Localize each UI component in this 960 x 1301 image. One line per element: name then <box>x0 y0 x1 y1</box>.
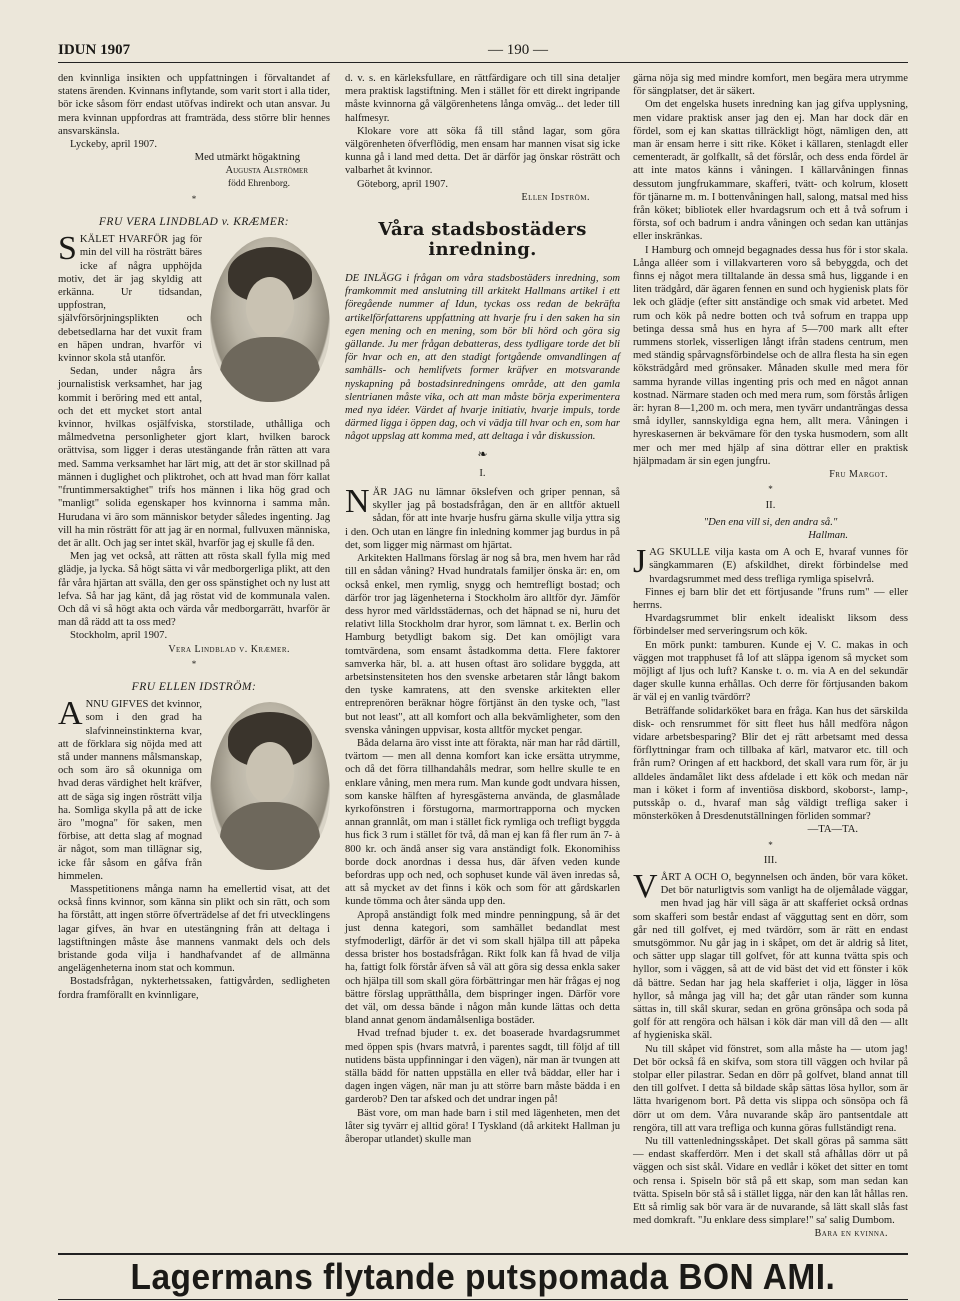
ornament: ❧ <box>477 446 488 461</box>
signature: Augusta Alströmer <box>225 165 308 177</box>
magazine-title: IDUN 1907 <box>58 42 131 58</box>
paragraph: Nu till vattenledningsskåpet. Det skall göras på samma sätt — endast skafferdörr. Men i det skall stå afhållas dörr ut på väggen och sist skål. Vidare en vedlår i köket det sitter en tomt och rensa i. Spiseln bör stå på ett skap, som man sedan kan tvätta. Spiseln bör stå så i stället ligga, när den kan låt hållas ren. Ett så rimlig sak bör vara är de nuvarande, så lätt skall slås fast med domkraft. "Ju enklare dess simplare!" sa' salig Dumbom. <box>633 1136 908 1227</box>
drop-cap: S <box>58 230 77 268</box>
paragraph: Finnes ej barn blir det ett förtjusande "fruns rum" — eller herrns. <box>633 586 908 611</box>
paragraph: d. v. s. en kärleksfullare, en rättfärdigare och till sina detaljer mera praktisk lagstiftning. Men i stället för ett direkt ingripande måste kvinnorna gå välgörenhetens långa omväg... det leder till halfmesyr. <box>345 73 620 124</box>
paragraph: Bostadsfrågan, nykterhetssaken, fattigvården, sedligheten fordra framförallt en kvinnligare, <box>58 976 330 1001</box>
paragraph: Hvad trefnad bjuder t. ex. det boaserade hvardagsrummet med öppen spis (hvars matvrå, i parentes sagdt, till följd af till nutidens bästa uppfinningar i den vägen), när man är tvungen att ställa bädd för natten uppställa en eller två bäddar, eller har i dagen ingen vägen, när man ju att större barn måste bädda i en garderob? Den tar afsked och det undrar ingen på! <box>345 1028 620 1106</box>
advertisement-text: Lagermans flytande putspomada BON AMI. <box>130 1256 836 1297</box>
paragraph: NNU GIFVES det kvinnor, som i den grad ha slafvinneinstinkterna kvar, att de förklara sig nöjda med att stå under mannens målsmanskap, och som äro så okunniga om hvad deras värdighet helt kräfver, att de säga sig ingen rösträtt vilja ha. Somliga skylla på att de icke äro "mogna" för saken, men förbise, att detta slag af mognad är något, som man tillägnar sig, icke får såsom en gåfva från himmelen. <box>58 699 202 882</box>
paragraph: Bäst vore, om man hade barn i stil med lägenheten, men det låter sig tyvärr ej alltid göra! I Tyskland (då arkitekt Hallman ju åberopar utlandet) skulle man <box>345 1107 620 1146</box>
paragraph: Arkitekten Hallmans förslag är nog så bra, men hvem har råd till en sådan våning? Hvad hundratals familjer önska är: en, om också enkel, men rymlig, snygg och hemtrefligt bostad; och därför tror jag lägenheterna i Stockholm äro alltför dyr. Jämför dess hyror med världsstädernas, och det häpnad se ni, huru det relativt lilla Stockholm drar hyror, som lämnat t. ex. Berlin och Hamburg betydligt bakom sig. Det kan omöjligt vara tomtvärdena, som ensamt åstadkomma detta. Flere faktorer samverka här, bl. a. att husen oftast äro solidare byggda, att arbetsinstensiteten hos den svenske arbetaren står långt bakom den tyske kamratens, att den svenske arkitekten eller entreprenören beräknar högre förtjänst än den tyske och, "last but not least", att all komfort och alla bekvämligheter, som den svenska våningen uppvisar, kosta alltför mycket pengar. <box>345 553 620 736</box>
paragraph: gärna nöja sig med mindre komfort, men begära mera utrymme för sängplatser, det är säkert. <box>633 73 908 98</box>
paragraph: Hvardagsrummet blir enkelt idealiskt liksom dess förbindelser med serveringsrum och kök. <box>633 613 908 638</box>
signature-sub: född Ehrenborg. <box>227 178 290 189</box>
signature: Ellen Idström. <box>521 191 590 203</box>
closing: Med utmärkt högaktning <box>194 152 300 164</box>
paragraph: KÄLET HVARFÖR jag för min del vill ha rösträtt bäres icke af några upphöjda motiv, det är jag skyldig att erkänna. Ur tidsandan, uppfostran, självförsörjningsplikten och debetsedlarna har det vuxit fram en häpen undran, hvarför vi kvinnor skola stå utanför. <box>58 234 202 365</box>
paragraph: Men jag vet också, att rätten att rösta skall fylla mig med glädje, ja lycka. Så högt sätta vi vår medborgerliga plikt, att den får våra hjärtan att svälla, den ger oss spänstighet och ny lust att lefva. Så har jag känt, då jag röstat vid de kommunala valen. Och då vi så högt akta och värda vår medborgarrätt, hvarför är man då rädd att ta oss med? <box>58 551 330 629</box>
dateline: Lyckeby, april 1907. <box>70 139 157 151</box>
section-rubric: FRU ELLEN IDSTRÖM: <box>131 680 257 693</box>
portrait-photo <box>210 237 330 402</box>
paragraph: Båda delarna äro visst inte att förakta, när man har råd därtill, tvärtom — men all denna komfort kan icke ersätta utrymme, och då det förra tillhandahåls medrar, som hellre skulle te en enklare våning, men mera rum. Man kunde godt undvara hissen, som kanske hälften af hyresgästerna använda, de glasmålade kyrkofönstren i förstugorna, marmortrapporna och mycken annan grannlåt, om man i stället fick rymliga och trefligt byggda hus fick 3 rum i stället för två, då man ej kan få fler rum än 7- à 800 kr. och ändå anser sig vara anständigt folk. Ekonomihiss borde dock anordnas i dessa hus, där äfven veden kunde befordras upp och ned, och sophuset kunde väl även inredas så, att så mycket av det finns i kök och som för att gårdskarlen kunde tömma och åter sända upp den. <box>345 737 620 908</box>
drop-cap: A <box>58 695 83 733</box>
paragraph: ÅRT A OCH O, begynnelsen och änden, bör vara köket. Det bör naturligtvis som vanligt ha de oljemålade väggar, men hvad jag här vill säga är att skafferiet också ordnas som skafferi som består endast af vägguttag sent en dörr, som går ned till golfvet, ej med tvärdörr, som är rätt en endast smutsgömmor. Nu går jag in i skåpet, om det är aldrig så litet, och sätter upp slagar till golfvet, för att kunna tvätta spis och hyllor, som i väggen, så att de vid bäst det vid ett fönster i kök då bättre. Sedan har jag hela skafferiet i olja, lägger in lösa hyllor, så många jag vill ha; det går utan ränder som kunna sättas in, till skål skurar, sedan en gröna grönsåpa och soda på golf för att rengöra och hälsan i kök där man vill då den — allt af hygieniska skäl. <box>633 871 908 1042</box>
quote-attribution: Hallman. <box>808 529 848 541</box>
paragraph: Apropå anständigt folk med mindre penningpung, så är det just denna kategori, som samhället bedandlat mest styfmoderligt, därför är det vi som skall hjälpa till att påpeka dessa brister hos bostadsfrågan. Rikt folk kan få hvad de vilja ha, fattigt folk förstår äfven så väl att göra sig dessa enkla saker och hjälpa till som skall göra förbättringar men här frågas ej nog bättre förslag upprätthålla, dem bispringer ingen. Därför vore det väl, om dessa bände i någon mån kunde lättas och detta bland annat genom ändamålsenliga bostäder. <box>345 909 620 1027</box>
drop-cap: V <box>633 867 658 905</box>
paragraph: ÄR JAG nu lämnar ökslefven och griper pennan, så skyller jag på bostadsfrågan, den är en alltför aktuell sådan, för att inte hvarje husfru gärna skulle vilja yttra sig i den. Och utan en längre fin inledning kommer jag burdus in på det, som ligger mig närmast om hjärtat. <box>345 487 620 551</box>
section-rubric: FRU VERA LINDBLAD v. KRÆMER: <box>98 216 290 229</box>
drop-cap: J <box>633 543 647 581</box>
drop-cap: N <box>345 483 370 521</box>
signature: Bara en kvinna. <box>814 1228 888 1240</box>
separator-star: * <box>768 839 773 850</box>
paragraph: En mörk punkt: tamburen. Kunde ej V. C. makas in och väggen mot trapphuset få lof att släppa igenom så mycket som möjligt af ljus och luft? Kanske t. o. m. via A en del sekundär dager skulle kunna erhållas. Och derre för förtjusanden bakom är väl ej en vanlig tvärdörr? <box>633 639 908 704</box>
separator-star: * <box>191 193 197 204</box>
separator-star: * <box>191 658 197 669</box>
paragraph: Klokare vore att söka få till stånd lagar, som göra välgörenheten öfverflödig, men ensam har mannen visat sig icke kunna gå i land med detta. Det är därför jag önskar rösträtt och valbarhet åt kvinnor. <box>345 125 620 177</box>
column-2 <box>345 72 620 1146</box>
section-numeral: I. <box>479 467 486 479</box>
signature: Vera Lindblad v. Kræmer. <box>168 643 290 655</box>
signature: Fru Margot. <box>829 469 888 481</box>
page-number: — 190 — <box>488 42 548 58</box>
separator-star: * <box>768 484 773 495</box>
signature: —TA—TA. <box>807 824 858 836</box>
advertisement-banner <box>58 1253 908 1300</box>
paragraph: Sedan, under några års journalistisk verksamhet, har jag kommit i beröring med ett antal, och det ett mycket stort antal kvinnor, hvilkas osjälfviska, storstilade, uthålliga och målmedvetna personligheter gjort klart, hvilken barock orättvisa, som ligger i deras utestängande från rätten att vara med. Samma verksamhet har lärt mig, att det är stor skillnad på männen i duglighet och pliktrohet, och att hvad man förr kallat "fruntimmersaktighet" trifs hos männen i lika hög grad och "manligt" solida egenskaper hos kvinnorna i samma mån. Hurudana vi äro som människor betyder således ingenting. Jag vill ha min rösträtt för att jag är en normal, fullvuxen människa, det är allt. Och jag ser intet skäl, hvarför jag ej skulle få den. <box>58 366 330 549</box>
dateline: Stockholm, april 1907. <box>70 630 168 642</box>
paragraph: Om det engelska husets inredning kan jag gifva upplysning, men vidare praktisk anser jag den ej. Man har dock där en fördel, som ej kan skattas tillräckligt högt, nämligen den, att man är ensam herre i sitt rike. Köket i källaren, stenlagdt eller cementeradt, är golfkallt, så det förslår, och dess enda fördel är att inte matos känns i våningen. I källarvåningen finnas dessutom jungfrukammare, skafferi, tvätt- och kolrum, klosett för tjänarne m. m. I bottenvåningen hall, salong, matsal med hiss från köket; bibliotek eller hvardagsrum och ett å två sofrum i första, sof och badrum i andra våningen och sedan kan uttänjas eller inskränkas. <box>633 99 908 243</box>
section-numeral: III. <box>763 854 778 866</box>
paragraph: AG SKULLE vilja kasta om A och E, hvaraf vunnes för sängkammaren (E) afskildhet, direkt förbindelse med hvardagsrummet med dess trefliga rymliga spiselvrå. <box>649 547 908 585</box>
paragraph: den kvinnliga insikten och uppfattningen i förvaltandet af statens ärenden. Kvinnans inflytande, som varit stort i alla tider, bör icke såsom förr endast utöfvas indirekt och utan ansvar. Ju mera kvinnan uppfordras att framträda, dess större blir hennes ansvarskänsla. <box>58 73 330 137</box>
dateline: Göteborg, april 1907. <box>357 178 449 190</box>
article-intro: DE INLÄGG i frågan om våra stadsbostäders inredning, som framkommit med anslutning till arkitekt Hallmans artikel i ett föregående nummer af Idun, tyckas oss redan de bekräfta artikelförfattarens uppfattning att hvarje fru i den saken ha sin egen mening och en mening, som bör bli hörd och göra sig gällande. Ju mer frågan debatteras, dess tydligare torde det bli för hvar och en, att den stadigt fortgående omvandlingen af samhälls- och hemlifvets former kräfver en motsvarande nyskapning på bostadsinredningens område, att den gamla slentrianen måste vika, och att man måste börja experimentera med nya idéer. Värdet af hvarje initiativ, hvarje impuls, torde därmed ligga i öppen dag, och vi vädja till hvar och en, som har något uppslag att komma med, att deltaga i vår diskussion. <box>345 273 620 443</box>
quote: "Den ena vill si, den andra så." <box>703 516 838 528</box>
column-3 <box>633 72 908 1241</box>
article-title: Våra stadsbostäders inredning. <box>378 219 587 261</box>
page-header <box>58 40 908 63</box>
paragraph: Nu till skåpet vid fönstret, som alla måste ha — utom jag! Det bör också få en skifva, som stora till väggen och hvilar på stolpar eller pilastrar. Sedan en dörr på golfvet, bland annat till den till golfvet. I detta så bildade skåp sättas lösa hyllor, som är lätta hvarigenom bort. På detta vis slippa och sönsöpa och få dörr ut om dem. Våra nuvarande skåp äro pantsentdale att rengöra, till att vara trefliga och kunna göras fullständigt rena. <box>633 1043 908 1134</box>
column-1 <box>58 72 330 1002</box>
paragraph: Masspetitionens många namn ha emellertid visat, att det också finns kvinnor, som känna sin plikt och sin rätt, och som ha förstått, att ingen större öfverträdelse af det fri utvecklingens lagar gifves, än hvar en utestängning från att deltaga i lagstiftningen måste åse mannens vanmakt dels och dels bristande goda vilja i handhafvandet af de allmänna angelägenheterna inom stat och kommun. <box>58 883 330 975</box>
paragraph: Beträffande solidarköket bara en fråga. Kan hus det särskilda disk- och rensrummet för sitt fleet hus håll medföra någon vidare arbetsbesparing? Blir det ej rätt arbetsamt med dessa förflyttningar fram och tillbaka af kärl, matvaror etc. till och från rum? Oringen af ett hackbord, det skall vara rum för, är ju alldeles ändamålet likt dess afdelade i ett kök och medan när man i köket i form af inventiösa diskbord, skoborst-, lamp-, putsskåp o. d., hvaraf man såg väldigt trefliga saker i mönsterköken å Dresdenutställningen förliden sommar? <box>633 705 908 823</box>
paragraph: I Hamburg och omnejd begagnades dessa hus för i stor skala. Långa alléer som i villakvarteren voro så bebyggda, och det finns ej något mera tilltalande än dessa små hus, liggande i en liten trädgård, där ägaren fennen en sund och hygienisk plats för lek och glädje (efter sitt anständige och smak vid arbetet. Med rum och kök på nedre botten och två sofrum en trappa upp betinga dessa små hus en hyra af 5—700 mark allt efter rummens storlek, visserligen långt ifrån stadens centrum, men med ständig spårvagnsförbindelse och de allra flesta ha sin egen köksträdgård med grönsaker. Månaden skulle med mera för samma hyrande villas ingenting pris och med en något annan kostnad. Närmare staden och med mera rum, som förstås årligen är: hyran 8—1,200 m. och mera, men tyvärr undanträngas dessa små idyller, sannskyldiga egna hem, allt mera. Våningen i hyreskasernen är bekvämare för den tyska husmodern, som allt mer och mer med hjälp af sina döttrar eller en praktisk hjälpmadam är sin egen jungfru. <box>633 244 908 467</box>
section-numeral: II. <box>765 499 776 511</box>
